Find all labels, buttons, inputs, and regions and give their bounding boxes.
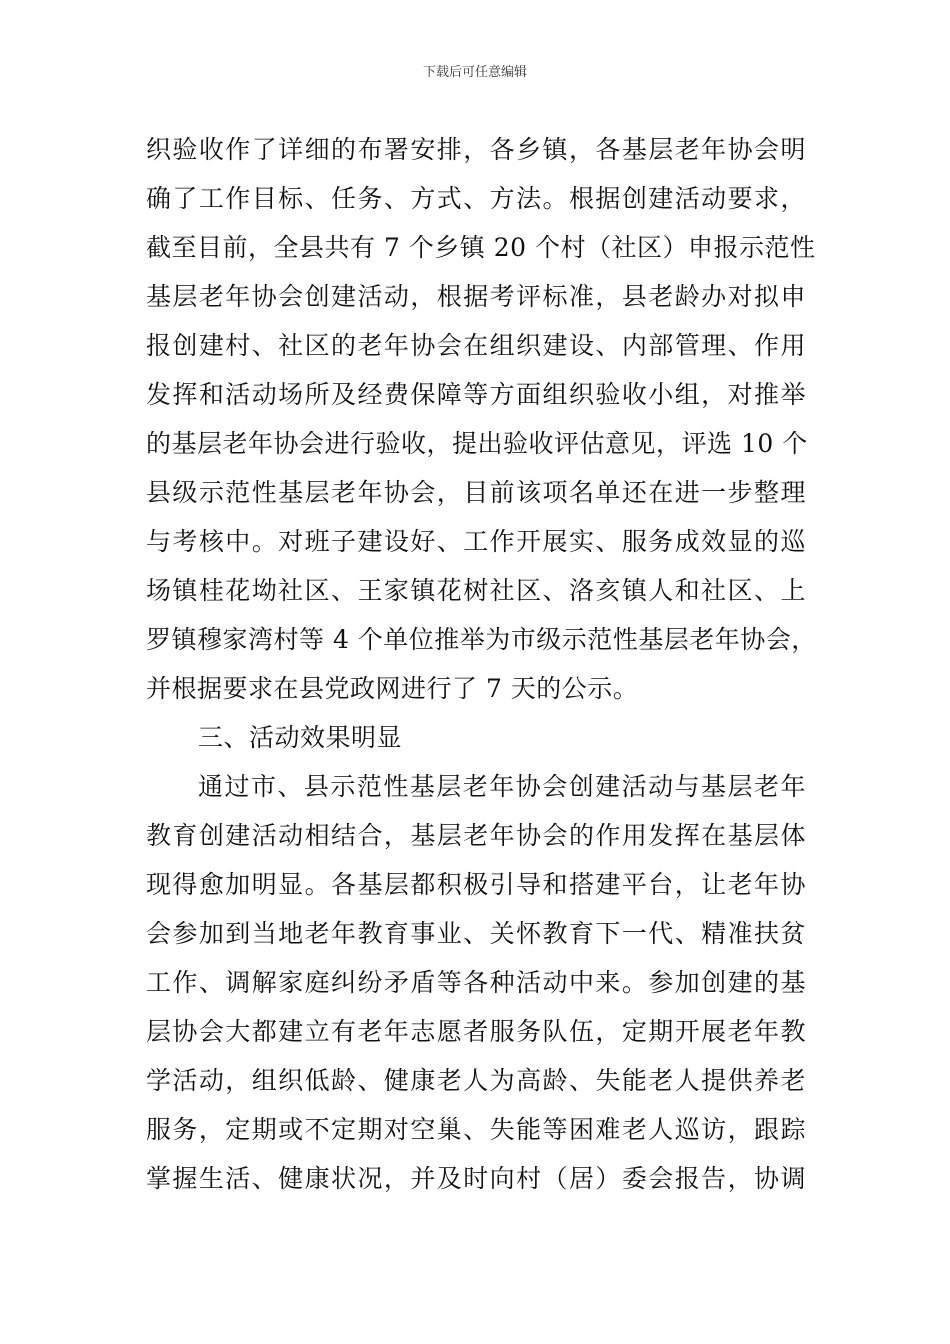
- paragraph-1-line-12: 并根据要求在县党政网进行了 7 天的公示。: [146, 674, 639, 703]
- paragraph-2-line-7: 学活动，组织低龄、健康老人为高龄、失能老人提供养老: [146, 1066, 806, 1095]
- document-body: [146, 125, 817, 1203]
- paragraph-1: [146, 125, 817, 713]
- paragraph-1-line-9: 与考核中。对班子建设好、工作开展实、服务成效显的巡: [146, 527, 806, 556]
- paragraph-1-line-1: 织验收作了详细的布署安排，各乡镇，各基层老年协会明: [146, 135, 806, 164]
- paragraph-1-line-11: 罗镇穆家湾村等 4 个单位推举为市级示范性基层老年协会，: [146, 625, 817, 654]
- paragraph-2-line-4: 会参加到当地老年教育事业、关怀教育下一代、精准扶贫: [146, 919, 806, 948]
- paragraph-2: [146, 762, 806, 1203]
- paragraph-1-line-3: 截至目前，全县共有 7 个乡镇 20 个村（社区）申报示范性: [146, 233, 816, 262]
- paragraph-1-line-2: 确了工作目标、任务、方式、方法。根据创建活动要求，: [146, 184, 806, 213]
- paragraph-2-line-9: 掌握生活、健康状况，并及时向村（居）委会报告，协调: [146, 1164, 806, 1193]
- paragraph-2-line-8: 服务，定期或不定期对空巢、失能等困难老人巡访，跟踪: [146, 1115, 806, 1144]
- header-note: 下载后可任意编辑: [422, 65, 527, 80]
- section-heading-3: 三、活动效果明显: [198, 723, 403, 752]
- paragraph-1-line-6: 发挥和活动场所及经费保障等方面组织验收小组，对推举: [146, 380, 806, 409]
- paragraph-2-line-6: 层协会大都建立有老年志愿者服务队伍，定期开展老年教: [146, 1017, 806, 1046]
- paragraph-2-line-1: 通过市、县示范性基层老年协会创建活动与基层老年: [198, 772, 806, 801]
- paragraph-2-line-2: 教育创建活动相结合，基层老年协会的作用发挥在基层体: [146, 821, 806, 850]
- paragraph-1-line-7: 的基层老年协会进行验收，提出验收评估意见，评选 10 个: [146, 429, 808, 458]
- paragraph-1-line-10: 场镇桂花坳社区、王家镇花树社区、洛亥镇人和社区、上: [146, 576, 806, 605]
- paragraph-2-line-3: 现得愈加明显。各基层都积极引导和搭建平台，让老年协: [146, 870, 806, 899]
- paragraph-2-line-5: 工作、调解家庭纠纷矛盾等各种活动中来。参加创建的基: [146, 968, 806, 997]
- paragraph-1-line-5: 报创建村、社区的老年协会在组织建设、内部管理、作用: [146, 331, 806, 360]
- paragraph-1-line-8: 县级示范性基层老年协会，目前该项名单还在进一步整理: [146, 478, 806, 507]
- paragraph-1-line-4: 基层老年协会创建活动，根据考评标准，县老龄办对拟申: [146, 282, 806, 311]
